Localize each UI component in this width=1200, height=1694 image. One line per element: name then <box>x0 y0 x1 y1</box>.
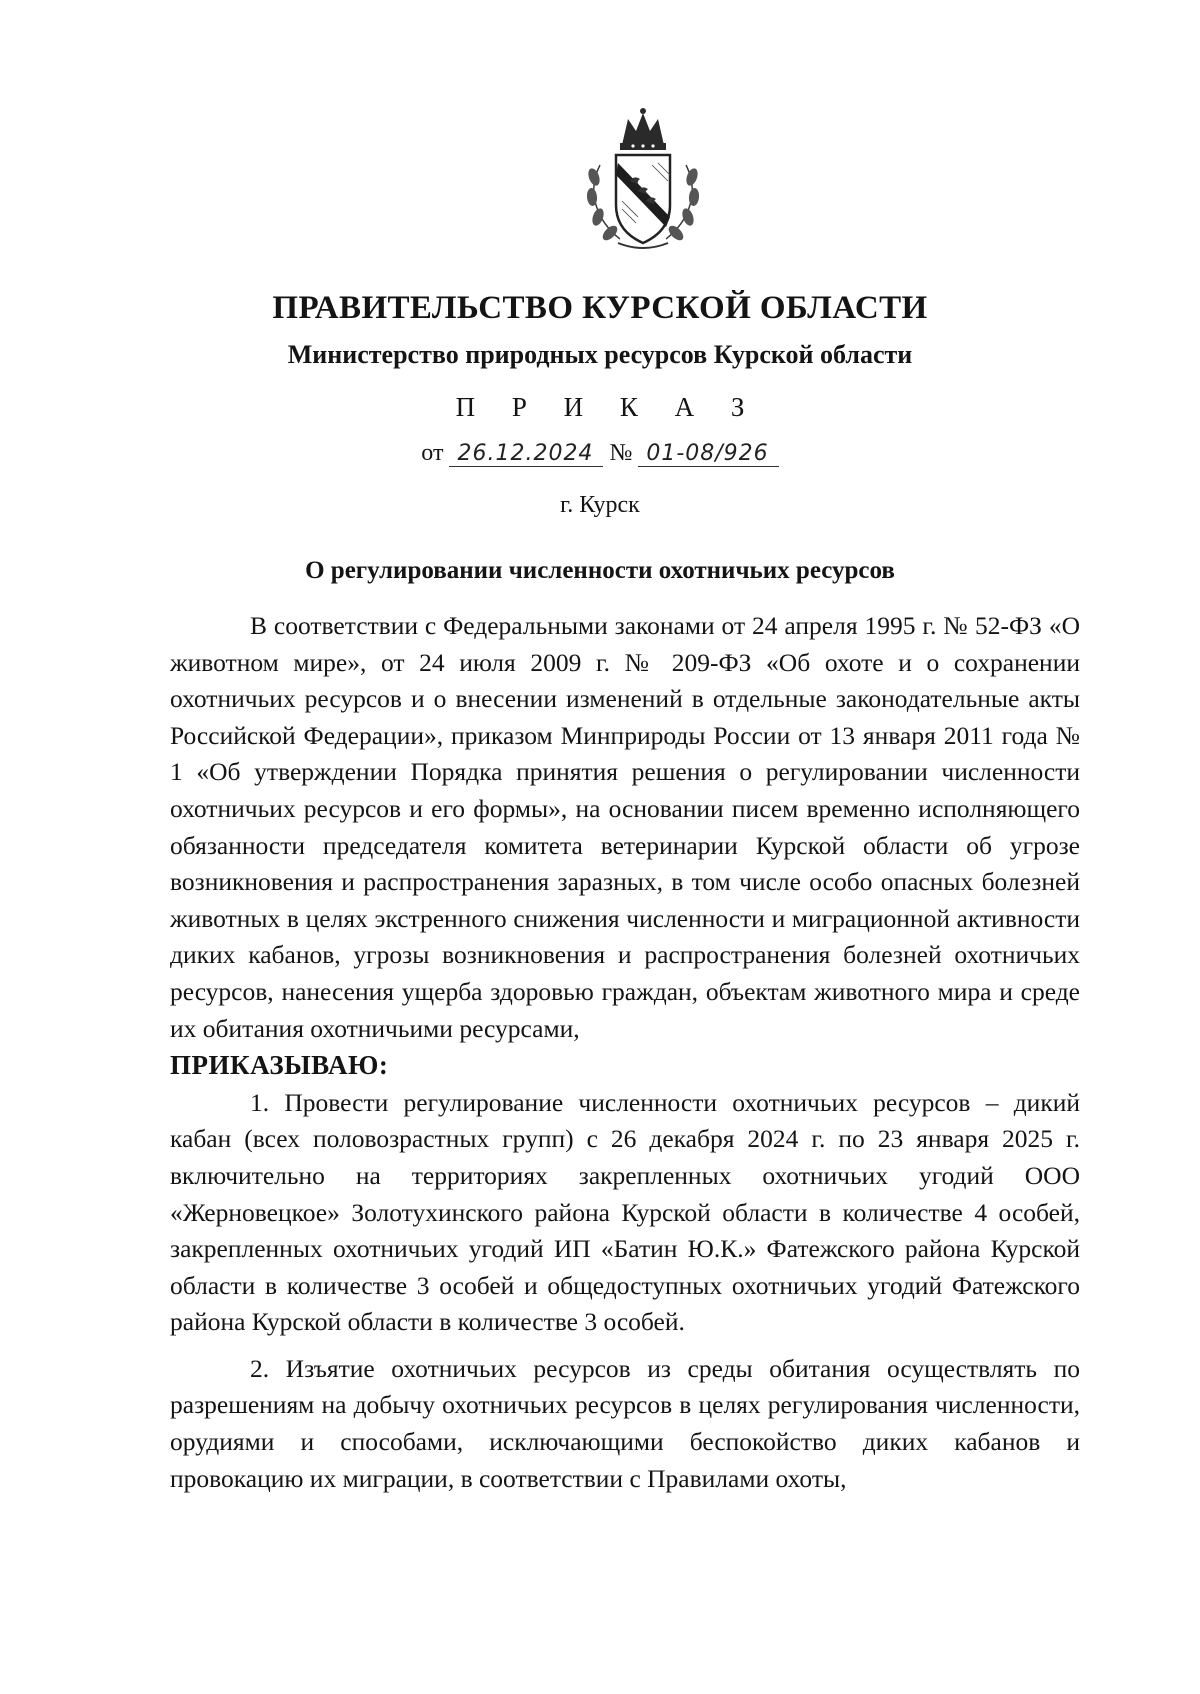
ministry-heading: Министерство природных ресурсов Курской области <box>287 340 913 369</box>
item-1-paragraph: 1. Провести регулирование численности охотничьих ресурсов – дикий кабан (всех половозрастных групп) с 26 декабря 2024 г. по 23 января 2025 г. включительно на территориях закрепленных охотничьих угодий ООО «Жерновецкое» Золотухинского района Курской области в количестве 4 особей, закрепленных охотничьих угодий ИП «Батин Ю.К.» Фатежского района Курской области в количестве 3 особей и общедоступных охотничьих угодий Фатежского района Курской области в количестве 3 особей. <box>170 1087 1080 1337</box>
date-number-line <box>0 440 1200 467</box>
document-type: П Р И К А З <box>455 392 760 422</box>
preamble-paragraph: В соответствии с Федеральными законами от 24 апреля 1995 г. № 52-ФЗ «О животном мире», от 24 июля 2009 г. № 209-ФЗ «Об охоте и о сохранении охотничьих ресурсов и о внесении изменений в отдельные законодательные акты Российской Федерации», приказом Минприроды России от 13 января 2011 года № 1 «Об утверждении Порядка принятия решения о регулировании численности охотничьих ресурсов и его формы», на основании писем временно исполняющего обязанности председателя комитета ветеринарии Курской области об угрозе возникновения и распространения заразных, в том числе особо опасных болезней животных в целях экстренного снижения численности и миграционной активности диких кабанов, угрозы возникновения и распространения болезней охотничьих ресурсов, нанесения ущерба здоровью граждан, объектам животного мира и среде их обитания охотничьими ресурсами, <box>170 611 1080 1043</box>
document-title: О регулировании численности охотничьих ресурсов <box>305 557 895 584</box>
item-2-paragraph: 2. Изъятие охотничьих ресурсов из среды обитания осуществлять по разрешениям на добычу охотничьих ресурсов в целях регулирования численности, орудиями и способами, исключающими беспокойство диких кабанов и провокацию их миграции, в соответствии с Правилами охоты, <box>170 1353 1080 1493</box>
kursk-coat-of-arms-icon <box>578 105 708 253</box>
number-prefix: № <box>609 440 633 466</box>
document-body <box>170 608 1080 1497</box>
handwritten-number: 01-08/926 <box>638 441 778 467</box>
city-line: г. Курск <box>560 492 640 518</box>
coat-of-arms-emblem <box>578 105 708 253</box>
date-prefix: от <box>421 440 444 466</box>
government-heading: ПРАВИТЕЛЬСТВО КУРСКОЙ ОБЛАСТИ <box>272 290 928 326</box>
order-line <box>170 1047 1080 1085</box>
handwritten-date: 26.12.2024 <box>449 441 603 467</box>
order-word: ПРИКАЗЫВАЮ <box>170 1050 379 1081</box>
order-colon: : <box>378 1050 389 1081</box>
